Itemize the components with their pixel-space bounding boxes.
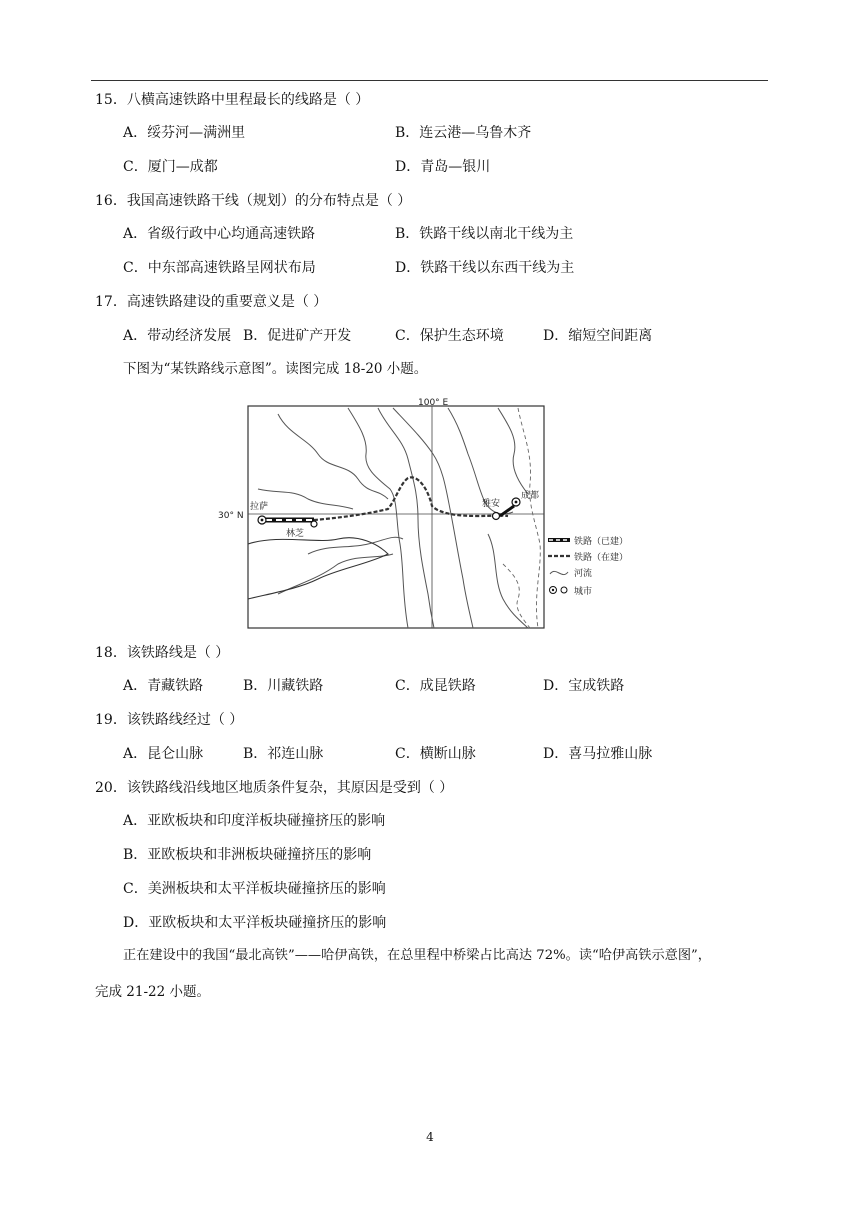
q16-option-c[interactable]: C．中东部高速铁路呈网状布局 (123, 260, 316, 276)
q20-option-d[interactable]: D．亚欧板块和太平洋板块碰撞挤压的影响 (123, 915, 387, 931)
q15-option-a[interactable]: A．绥芬河—满洲里 (123, 125, 246, 141)
q15-option-b[interactable]: B．连云港—乌鲁木齐 (395, 125, 532, 141)
next-intro-text-line2: 完成 21-22 小题。 (95, 984, 211, 1000)
q19-option-a[interactable]: A．昆仑山脉 (123, 746, 204, 762)
q17-option-b[interactable]: B．促进矿产开发 (243, 328, 352, 344)
city-label-nyingchi: 林芝 (286, 529, 305, 539)
latitude-label: 30° N (218, 511, 244, 521)
q19-option-c[interactable]: C．横断山脉 (395, 746, 476, 762)
q16-option-d[interactable]: D．铁路干线以东西干线为主 (395, 260, 575, 276)
city-marker-icon (258, 498, 520, 527)
q15-option-d[interactable]: D．青岛—银川 (395, 159, 491, 175)
q17-option-c[interactable]: C．保护生态环境 (395, 328, 504, 344)
legend-railway-construction: 铁路（在建） (574, 553, 629, 563)
question-17-stem: 17．高速铁路建设的重要意义是（ ） (95, 294, 328, 310)
q20-option-b[interactable]: B．亚欧板块和非洲板块碰撞挤压的影响 (123, 847, 372, 863)
city-label-yaan: 雅安 (482, 499, 501, 509)
question-16-stem: 16．我国高速铁路干线（规划）的分布特点是（ ） (95, 193, 412, 209)
q17-option-a[interactable]: A．带动经济发展 (123, 328, 232, 344)
q16-option-b[interactable]: B．铁路干线以南北干线为主 (395, 226, 574, 242)
q19-option-b[interactable]: B．祁连山脉 (243, 746, 324, 762)
legend-city: 城市 (574, 587, 593, 597)
page-number: 4 (426, 1130, 434, 1144)
railway-built-line-east (500, 506, 514, 516)
q16-option-a[interactable]: A．省级行政中心均通高速铁路 (123, 226, 316, 242)
city-label-lhasa: 拉萨 (250, 502, 269, 512)
map-legend (548, 535, 628, 597)
legend-river: 河流 (574, 569, 593, 579)
q18-option-c[interactable]: C．成昆铁路 (395, 678, 476, 694)
map-intro-text: 下图为“某铁路线示意图”。读图完成 18-20 小题。 (123, 361, 428, 377)
q17-option-d[interactable]: D．缩短空间距离 (543, 328, 653, 344)
q20-option-c[interactable]: C．美洲板块和太平洋板块碰撞挤压的影响 (123, 881, 386, 897)
legend-railway-built: 铁路（已建） (574, 537, 629, 547)
q19-option-d[interactable]: D．喜马拉雅山脉 (543, 746, 653, 762)
question-20-stem: 20．该铁路线沿线地区地质条件复杂，其原因是受到（ ） (95, 780, 454, 796)
question-19-stem: 19．该铁路线经过（ ） (95, 712, 244, 728)
region-boundary (248, 538, 388, 599)
city-label-chengdu: 成都 (521, 491, 540, 501)
q20-option-a[interactable]: A．亚欧板块和印度洋板块碰撞挤压的影响 (123, 813, 386, 829)
q18-option-b[interactable]: B．川藏铁路 (243, 678, 324, 694)
q15-option-c[interactable]: C．厦门—成都 (123, 159, 218, 175)
next-intro-text-line1: 正在建设中的我国“最北高铁”——哈伊高铁，在总里程中桥梁占比高达 72%。读“哈伊高铁示意图”， (123, 948, 711, 963)
longitude-label: 100° E (418, 398, 449, 408)
question-18-stem: 18．该铁路线是（ ） (95, 645, 230, 661)
header-rule (91, 80, 768, 81)
province-boundary (518, 408, 540, 628)
q18-option-a[interactable]: A．青藏铁路 (123, 678, 204, 694)
q18-option-d[interactable]: D．宝成铁路 (543, 678, 625, 694)
question-15-stem: 15．八横高速铁路中里程最长的线路是（ ） (95, 92, 370, 108)
railway-map-figure (218, 394, 646, 634)
